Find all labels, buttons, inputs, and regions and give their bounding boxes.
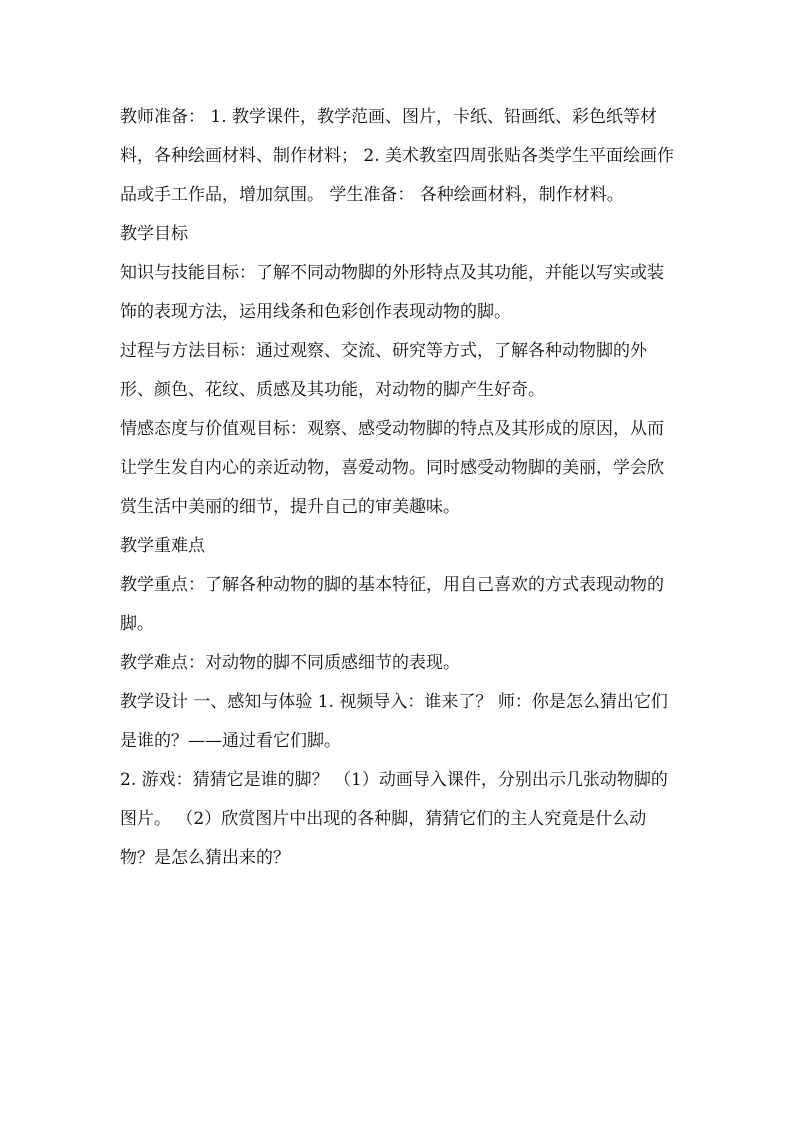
key-difficult-points-heading: 教学重难点 — [120, 536, 205, 556]
knowledge-skill-goal: 知识与技能目标：了解不同动物脚的外形特点及其功能，并能以写实或装饰的表现方法，运用线条和色彩创作表现动物的脚。 — [120, 263, 664, 322]
difficult-point-paragraph: 教学难点：对动物的脚不同质感细节的表现。 — [120, 653, 460, 673]
key-point-paragraph: 教学重点：了解各种动物的脚的基本特征，用自己喜欢的方式表现动物的脚。 — [120, 575, 664, 634]
process-method-goal: 过程与方法目标：通过观察、交流、研究等方式，了解各种动物脚的外形、颜色、花纹、质感及其功能，对动物的脚产生好奇。 — [120, 341, 647, 400]
teacher-preparation-paragraph: 教师准备： 1. 教学课件，教学范画、图片，卡纸、铅画纸、彩色纸等材料，各种绘画材料、制作材料； 2. 美术教室四周张贴各类学生平面绘画作品或手工作品，增加氛围。 学生准备： 各种绘画材料，制作材料。 — [120, 107, 675, 205]
teaching-design-paragraph: 教学设计 一、感知与体验 1. 视频导入：谁来了？ 师：你是怎么猜出它们是谁的？——通过看它们脚。 — [120, 692, 668, 751]
teaching-goals-heading: 教学目标 — [120, 224, 188, 244]
document-page — [120, 98, 680, 878]
game-paragraph: 2. 游戏：猜猜它是谁的脚？ （1）动画导入课件，分别出示几张动物脚的图片。 （2）欣赏图片中出现的各种脚，猜猜它们的主人究竟是什么动物？是怎么猜出来的？ — [120, 770, 668, 868]
emotion-value-goal: 情感态度与价值观目标：观察、感受动物脚的特点及其形成的原因，从而让学生发自内心的亲近动物，喜爱动物。同时感受动物脚的美丽，学会欣赏生活中美丽的细节，提升自己的审美趣味。 — [120, 419, 664, 517]
